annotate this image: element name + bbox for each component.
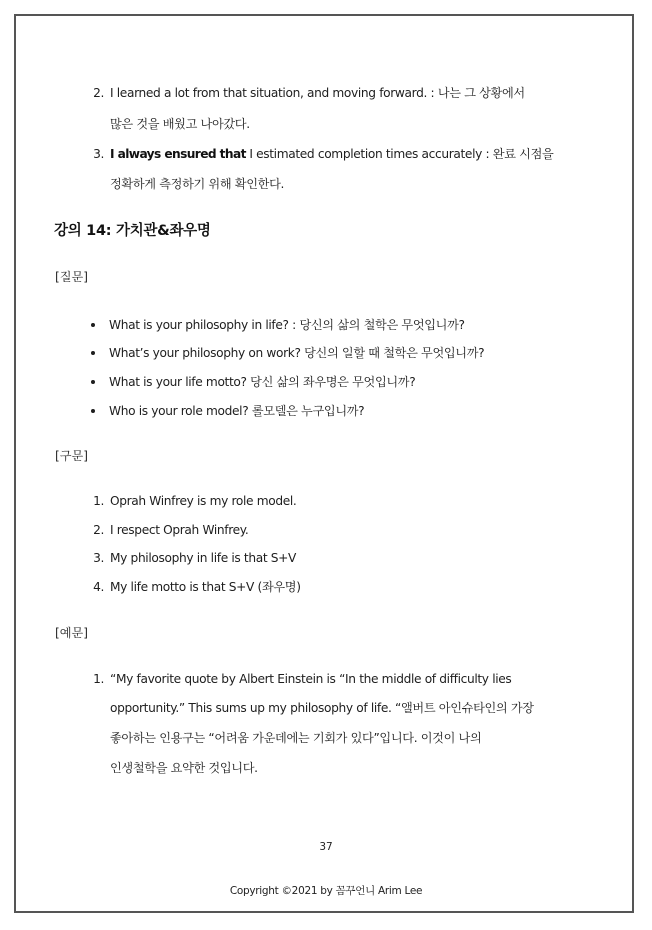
bullet-item bbox=[91, 374, 591, 392]
bullet-icon bbox=[91, 351, 95, 355]
bullet-item bbox=[91, 403, 591, 421]
examples-label: [예문] bbox=[55, 626, 89, 640]
bullet-text: What’s your philosophy on work? 당신의 일할 때 철학은 무엇입니까? bbox=[109, 346, 485, 360]
copyright-text: Copyright ©2021 by 꼼꾸언니 Arim Lee bbox=[229, 885, 423, 897]
list-number: 1. bbox=[93, 494, 104, 508]
example-line: 인생철학을 요약한 것입니다. bbox=[110, 761, 258, 775]
list-item-text-continued: 정확하게 측정하기 위해 확인한다. bbox=[110, 177, 285, 191]
list-number: 3. bbox=[93, 147, 104, 161]
example-line: “My favorite quote by Albert Einstein is “In the middle of difficulty lies bbox=[110, 672, 512, 686]
list-number: 2. bbox=[93, 523, 104, 537]
bullet-text: What is your life motto? 당신 삶의 좌우명은 무엇입니까? bbox=[109, 375, 416, 389]
list-number: 2. bbox=[93, 86, 104, 100]
list-item-text: My life motto is that S+V (좌우명) bbox=[110, 580, 301, 594]
list-item bbox=[88, 146, 608, 196]
list-item bbox=[88, 85, 608, 135]
bullet-text: Who is your role model? 롤모델은 누구입니까? bbox=[109, 404, 365, 418]
page-number: 37 bbox=[319, 841, 333, 853]
list-number: 1. bbox=[93, 672, 104, 686]
list-item-text: I respect Oprah Winfrey. bbox=[110, 523, 249, 537]
list-item-text-continued: 많은 것을 배웠고 나아갔다. bbox=[110, 117, 250, 131]
phrases-label: [구문] bbox=[55, 449, 89, 463]
bullet-icon bbox=[91, 380, 95, 384]
bullet-icon bbox=[91, 409, 95, 413]
example-line: 좋아하는 인용구는 “어려움 가운데에는 기회가 있다”입니다. 이것이 나의 bbox=[110, 731, 482, 745]
bullet-icon bbox=[91, 323, 95, 327]
list-item-text: My philosophy in life is that S+V bbox=[110, 551, 297, 565]
bullet-item bbox=[91, 317, 591, 335]
list-number: 3. bbox=[93, 551, 104, 565]
list-number: 4. bbox=[93, 580, 104, 594]
list-item bbox=[88, 550, 588, 568]
list-item bbox=[88, 579, 588, 597]
bullet-item bbox=[91, 345, 591, 363]
example-line: opportunity.” This sums up my philosophy of life. “앨버트 아인슈타인의 가장 bbox=[110, 701, 534, 715]
list-item-text: I learned a lot from that situation, and moving forward. : 나는 그 상황에서 bbox=[110, 86, 525, 100]
bullet-text: What is your philosophy in life? : 당신의 삶의 철학은 무엇입니까? bbox=[109, 318, 465, 332]
questions-label: [질문] bbox=[55, 270, 89, 284]
list-item bbox=[88, 522, 588, 540]
list-item-text: Oprah Winfrey is my role model. bbox=[110, 494, 297, 508]
list-item bbox=[88, 493, 588, 511]
list-item-text-rest: I estimated completion times accurately : 완료 시점을 bbox=[245, 147, 554, 161]
list-item-text bbox=[110, 146, 553, 162]
emphasis-text: I always ensured that bbox=[110, 147, 246, 161]
list-item bbox=[88, 671, 608, 781]
section-title: 강의 14: 가치관&좌우명 bbox=[54, 223, 211, 239]
